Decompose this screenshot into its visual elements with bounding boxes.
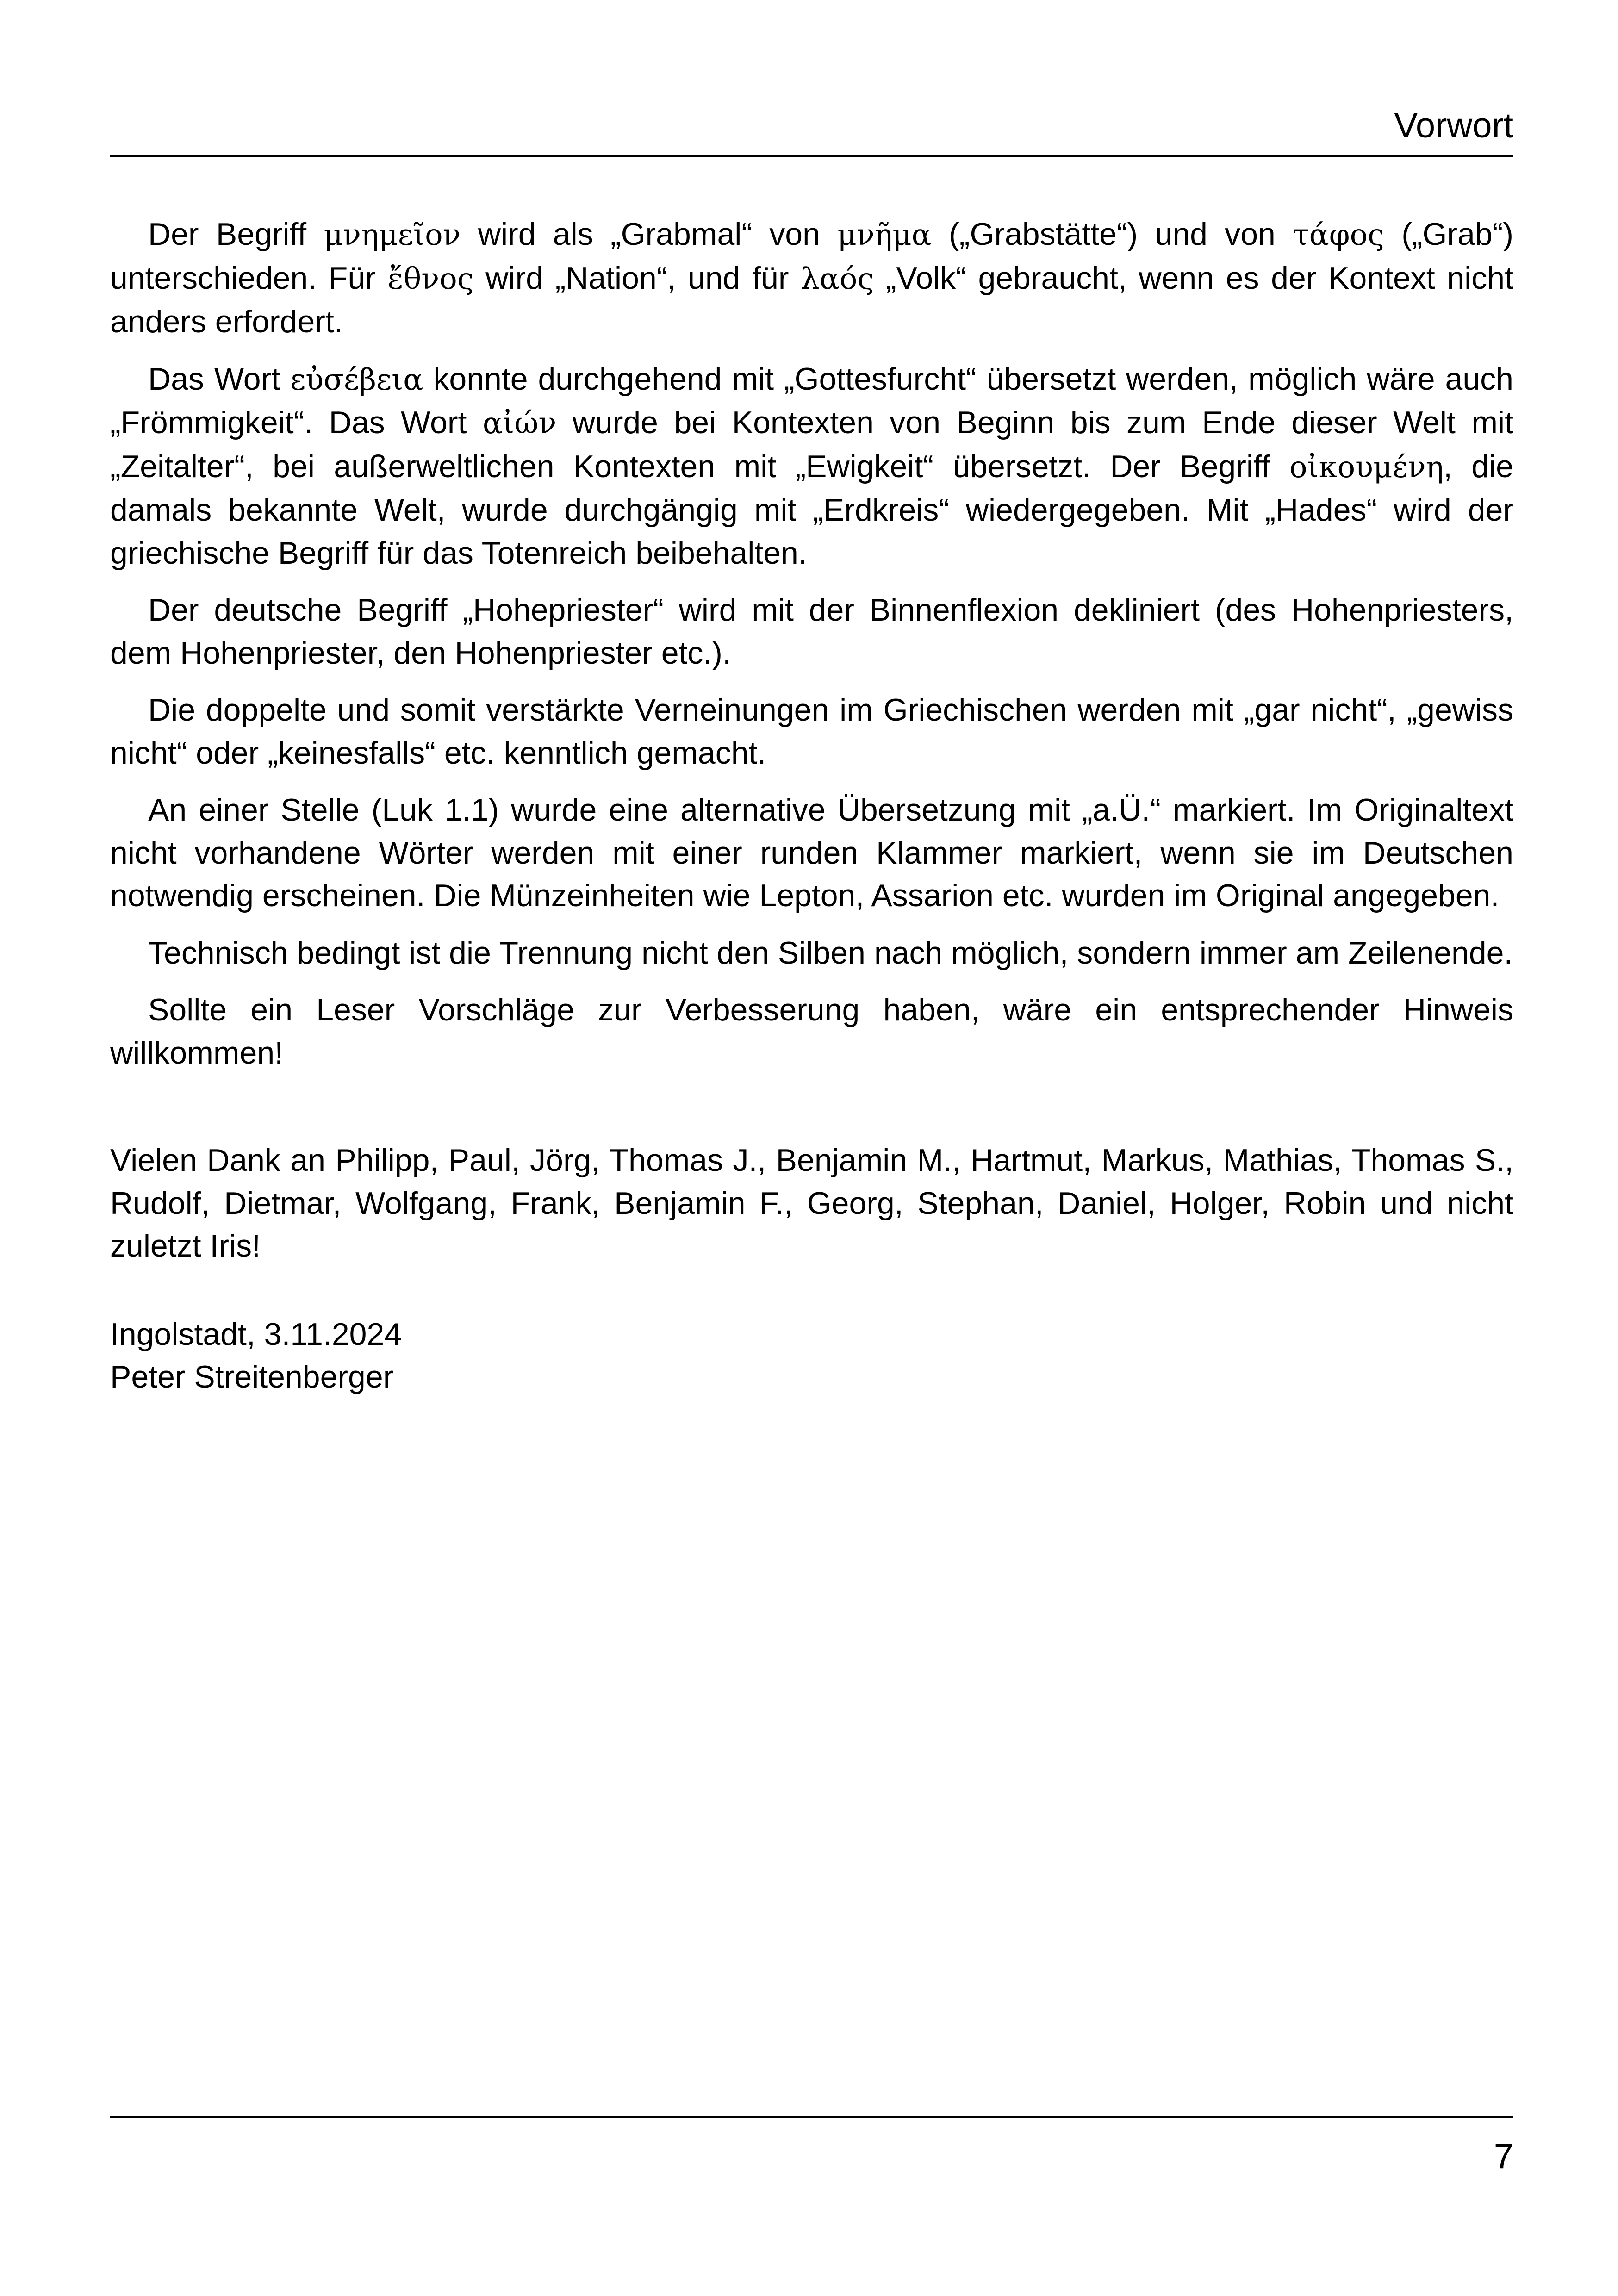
- page-body: [110, 213, 1513, 1399]
- greek-term: εὐσέβεια: [290, 362, 423, 397]
- place-and-date: Ingolstadt, 3.11.2024: [110, 1316, 402, 1352]
- preface-paragraphs: [110, 213, 1513, 1074]
- text-run: wurde bei Kontexten von Beginn bis zum Ende dieser Welt mit „Zeitalter“, bei außerweltlichen Kontexten mit „Ewigkeit“ übersetzt. Der Begriff: [110, 405, 1513, 484]
- text-run: Der Begriff: [148, 217, 324, 252]
- text-run: Das Wort: [148, 361, 291, 397]
- greek-term: ἔθνος: [387, 261, 474, 296]
- greek-term: αἰών: [482, 406, 557, 441]
- preface-paragraph: [110, 213, 1513, 343]
- text-run: wird „Nation“, und für: [473, 260, 801, 296]
- acknowledgements: Vielen Dank an Philipp, Paul, Jörg, Thomas J., Benjamin M., Hartmut, Markus, Mathias, Thomas S., Rudolf, Dietmar, Wolfgang, Frank, Benjamin F., Georg, Stephan, Daniel, Holger, Robin und nicht zuletzt Iris!: [110, 1143, 1513, 1263]
- text-run: („Grab“) unterschieden. Für: [110, 217, 1513, 296]
- page-number: 7: [1494, 2137, 1513, 2176]
- greek-term: τάφος: [1293, 218, 1384, 252]
- greek-term: λαός: [801, 261, 874, 296]
- text-run: („Grabstätte“) und von: [931, 217, 1293, 252]
- text-run: Die doppelte und somit verstärkte Verneinungen im Griechischen werden mit „gar nicht“, „gewiss nicht“ oder „keinesfalls“ etc. kenntlich gemacht.: [110, 692, 1513, 771]
- preface-paragraph: [110, 989, 1513, 1074]
- text-run: wird als „Grabmal“ von: [461, 217, 838, 252]
- preface-paragraph: [110, 589, 1513, 674]
- text-run: „Volk“ gebraucht, wenn es der Kontext nicht anders erfordert.: [110, 260, 1513, 339]
- preface-paragraph: [110, 358, 1513, 575]
- text-run: konnte durchgehend mit „Gottesfurcht“ übersetzt werden, möglich wäre auch „Frömmigkeit“. Das Wort: [110, 361, 1513, 440]
- greek-term: μνῆμα: [837, 218, 932, 252]
- author-name: Peter Streitenberger: [110, 1359, 394, 1394]
- text-run: An einer Stelle (Luk 1.1) wurde eine alternative Übersetzung mit „a.Ü.“ markiert. Im Originaltext nicht vorhandene Wörter werden mit einer runden Klammer markiert, wenn sie im Deutschen notwendig erscheinen. Die Münzeinheiten wie Lepton, Assarion etc. wurden im Original angegeben.: [110, 792, 1513, 913]
- signoff: [110, 1313, 1513, 1399]
- greek-term: μνημεῖον: [324, 218, 461, 252]
- header-rule: [110, 155, 1513, 157]
- running-header: Vorwort: [1394, 106, 1513, 145]
- text-run: Sollte ein Leser Vorschläge zur Verbesserung haben, wäre ein entsprechender Hinweis willkommen!: [110, 992, 1513, 1070]
- preface-paragraph: [110, 932, 1513, 975]
- text-run: Der deutsche Begriff „Hohepriester“ wird mit der Binnenflexion dekliniert (des Hohenpriesters, dem Hohenpriester, den Hohenpriester etc.).: [110, 592, 1513, 671]
- footer-rule: [110, 2116, 1513, 2118]
- preface-paragraph: [110, 789, 1513, 917]
- preface-paragraph: [110, 689, 1513, 774]
- greek-term: οἰκουμένη: [1289, 450, 1444, 485]
- text-run: , die damals bekannte Welt, wurde durchgängig mit „Erdkreis“ wiedergegeben. Mit „Hades“ wird der griechische Begriff für das Totenreich beibehalten.: [110, 448, 1514, 571]
- text-run: Technisch bedingt ist die Trennung nicht den Silben nach möglich, sondern immer am Zeilenende.: [148, 935, 1513, 971]
